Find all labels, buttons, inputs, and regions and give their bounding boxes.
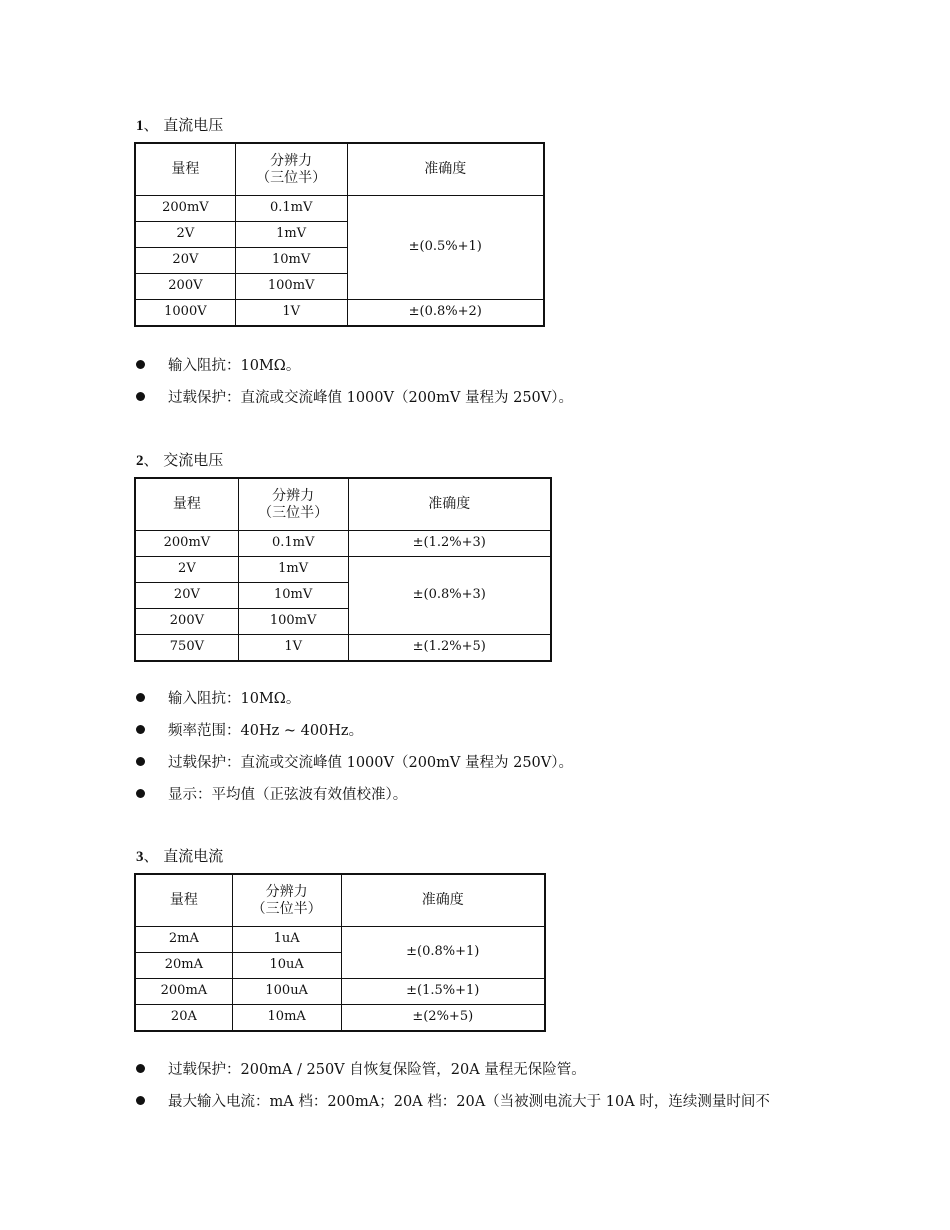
cell-resolution: 0.1mV <box>235 196 347 222</box>
bullet-icon <box>136 757 145 766</box>
section-number: 1 <box>136 118 144 134</box>
cell-resolution: 100mV <box>238 609 348 635</box>
cell-resolution: 1mV <box>235 222 347 248</box>
header-range: 量程 <box>136 479 239 531</box>
header-resolution: 分辨力 （三位半） <box>235 144 347 196</box>
cell-range: 200mA <box>136 979 233 1005</box>
section-number: 2 <box>136 453 144 469</box>
dc-current-table <box>135 874 545 1031</box>
cell-accuracy: ±(1.2%+3) <box>348 531 550 557</box>
cell-range: 20mA <box>136 953 233 979</box>
list-item: 频率范围：40Hz ~ 400Hz。 <box>136 721 573 753</box>
cell-accuracy: ±(0.8%+2) <box>347 300 543 326</box>
cell-resolution: 0.1mV <box>238 531 348 557</box>
bullet-icon <box>136 693 145 702</box>
cell-accuracy: ±(2%+5) <box>341 1005 544 1031</box>
cell-resolution: 10mV <box>235 248 347 274</box>
ac-voltage-table <box>135 478 551 661</box>
bullet-icon <box>136 360 145 369</box>
header-range: 量程 <box>136 144 236 196</box>
section-title-dc-voltage <box>136 114 223 135</box>
cell-resolution: 10mA <box>232 1005 341 1031</box>
section-title-dc-current <box>136 845 223 866</box>
ac-voltage-notes <box>136 689 573 817</box>
dc-current-notes <box>136 1060 770 1124</box>
cell-range: 200V <box>136 274 236 300</box>
header-accuracy: 准确度 <box>347 144 543 196</box>
bullet-icon <box>136 789 145 798</box>
section-title-text: 、 直流电流 <box>143 847 224 865</box>
section-title-text: 、 直流电压 <box>143 116 224 134</box>
list-item: 过载保护：直流或交流峰值 1000V（200mV 量程为 250V）。 <box>136 388 573 420</box>
cell-resolution: 10uA <box>232 953 341 979</box>
list-item: 过载保护：直流或交流峰值 1000V（200mV 量程为 250V）。 <box>136 753 573 785</box>
cell-range: 750V <box>136 635 239 661</box>
header-accuracy: 准确度 <box>341 875 544 927</box>
bullet-icon <box>136 392 145 401</box>
cell-resolution: 100uA <box>232 979 341 1005</box>
bullet-icon <box>136 725 145 734</box>
list-item: 输入阻抗：10MΩ。 <box>136 356 573 388</box>
cell-accuracy: ±(0.5%+1) <box>347 196 543 300</box>
cell-accuracy: ±(0.8%+3) <box>348 557 550 635</box>
cell-accuracy: ±(1.5%+1) <box>341 979 544 1005</box>
cell-range: 1000V <box>136 300 236 326</box>
section-title-text: 、 交流电压 <box>143 451 224 469</box>
cell-range: 2V <box>136 222 236 248</box>
cell-resolution: 100mV <box>235 274 347 300</box>
list-item: 输入阻抗：10MΩ。 <box>136 689 573 721</box>
cell-resolution: 1uA <box>232 927 341 953</box>
cell-accuracy: ±(0.8%+1) <box>341 927 544 979</box>
header-range: 量程 <box>136 875 233 927</box>
section-number: 3 <box>136 849 144 865</box>
cell-range: 200V <box>136 609 239 635</box>
section-title-ac-voltage <box>136 449 223 470</box>
cell-range: 20V <box>136 583 239 609</box>
cell-range: 20V <box>136 248 236 274</box>
bullet-icon <box>136 1064 145 1073</box>
list-item: 最大输入电流：mA 档：200mA；20A 档：20A（当被测电流大于 10A 时，连续测量时间不 <box>136 1092 770 1124</box>
header-accuracy: 准确度 <box>348 479 550 531</box>
dc-voltage-table <box>135 143 544 326</box>
cell-range: 200mV <box>136 531 239 557</box>
cell-accuracy: ±(1.2%+5) <box>348 635 550 661</box>
header-resolution: 分辨力 （三位半） <box>232 875 341 927</box>
bullet-icon <box>136 1096 145 1105</box>
cell-resolution: 10mV <box>238 583 348 609</box>
cell-range: 200mV <box>136 196 236 222</box>
cell-resolution: 1V <box>238 635 348 661</box>
list-item: 过载保护：200mA / 250V 自恢复保险管，20A 量程无保险管。 <box>136 1060 770 1092</box>
list-item: 显示：平均值（正弦波有效值校准）。 <box>136 785 573 817</box>
cell-range: 2mA <box>136 927 233 953</box>
dc-voltage-notes <box>136 356 573 420</box>
cell-resolution: 1mV <box>238 557 348 583</box>
cell-range: 2V <box>136 557 239 583</box>
cell-range: 20A <box>136 1005 233 1031</box>
header-resolution: 分辨力 （三位半） <box>238 479 348 531</box>
cell-resolution: 1V <box>235 300 347 326</box>
